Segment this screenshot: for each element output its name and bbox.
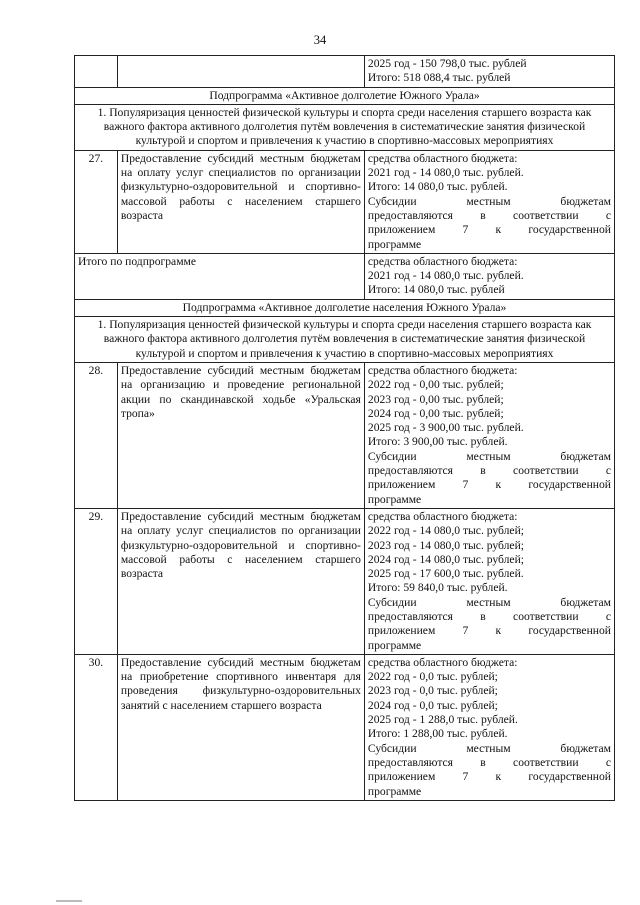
finance-total-line: Итого: 518 088,4 тыс. рублей (367, 71, 511, 85)
program-table (74, 55, 615, 801)
task-row (75, 104, 615, 150)
finance-line: 2024 год - 0,0 тыс. рублей; (367, 698, 498, 712)
row-number: 30. (75, 654, 118, 800)
row-description: Предоставление субсидий местным бюджетам на приобретение спортивного инвентаря для проведения физкультурно-оздоровительных занятий с населением старшего возраста (117, 654, 364, 800)
row-finance (364, 150, 614, 253)
subsidy-note-line: предоставляются в соответствии с (367, 208, 611, 222)
finance-line: 2024 год - 14 080,0 тыс. рублей; (367, 552, 524, 566)
subsidy-note-line: предоставляются в соответствии с (367, 609, 611, 623)
finance-total-line: Итого: 14 080,0 тыс. рублей. (367, 180, 508, 194)
finance-line: 2022 год - 14 080,0 тыс. рублей; (367, 524, 524, 538)
subprogram-title-row (75, 87, 615, 104)
subprogram-title: Подпрограмма «Активное долголетие населения Южного Урала» (75, 299, 615, 316)
row-number: 27. (75, 150, 118, 253)
row-number: 29. (75, 508, 118, 654)
subprogram-total-finance (364, 253, 614, 299)
finance-total-line: Итого: 14 080,0 тыс. рублей (367, 283, 505, 297)
finance-line: 2021 год - 14 080,0 тыс. рублей. (367, 269, 524, 283)
finance-line: средства областного бюджета: (367, 655, 518, 669)
finance-total-line: Итого: 1 288,00 тыс. рублей. (367, 727, 508, 741)
row-number: 28. (75, 362, 118, 508)
finance-line: 2025 год - 3 900,00 тыс. рублей. (367, 421, 524, 435)
subprogram-title-row (75, 299, 615, 316)
finance-line: 2025 год - 1 288,0 тыс. рублей. (367, 713, 518, 727)
row-finance (364, 362, 614, 508)
subsidy-note-line: приложением 7 к государственной (367, 223, 611, 237)
subsidy-note-line: приложением 7 к государственной (367, 478, 611, 492)
continuation-finance-cell (364, 56, 614, 88)
row-description: Предоставление субсидий местным бюджетам на оплату услуг специалистов по организации физкультурно-оздоровительной и спортивно-массовой работы с населением старшего возраста (117, 508, 364, 654)
continuation-number-cell (75, 56, 118, 88)
row-description: Предоставление субсидий местным бюджетам на организацию и проведение региональной акции по скандинавской ходьбе «Уральская тропа» (117, 362, 364, 508)
subsidy-note-line: предоставляются в соответствии с (367, 464, 611, 478)
row-finance (364, 508, 614, 654)
subprogram-total-label: Итого по подпрограмме (75, 253, 365, 299)
finance-line: 2023 год - 0,0 тыс. рублей; (367, 684, 498, 698)
page-number: 34 (313, 33, 327, 47)
row-description: Предоставление субсидий местным бюджетам на оплату услуг специалистов по организации физкультурно-оздоровительной и спортивно-массовой работы с населением старшего возраста (117, 150, 364, 253)
subsidy-note-line: программе (367, 638, 422, 652)
continuation-description-cell (117, 56, 364, 88)
task-text: 1. Популяризация ценностей физической культуры и спорта среди населения старшего возраста как важного фактора активного долголетия путём вовлечения в систематические занятия физической культурой и спортом и привлечения к участию в спортивно-массовых мероприятиях (75, 317, 615, 363)
row-finance (364, 654, 614, 800)
scan-edge-mark (56, 900, 82, 902)
finance-line: 2022 год - 0,00 тыс. рублей; (367, 378, 504, 392)
continuation-row (75, 56, 615, 88)
table-row (75, 508, 615, 654)
finance-line: 2025 год - 17 600,0 тыс. рублей. (367, 567, 524, 581)
subsidy-note-line: предоставляются в соответствии с (367, 755, 611, 769)
subsidy-note-line: Субсидии местным бюджетам (367, 741, 611, 755)
finance-total-line: Итого: 59 840,0 тыс. рублей. (367, 581, 508, 595)
table-row (75, 362, 615, 508)
table-row (75, 654, 615, 800)
subsidy-note-line: приложением 7 к государственной (367, 624, 611, 638)
subsidy-note-line: приложением 7 к государственной (367, 770, 611, 784)
subsidy-note-line: Субсидии местным бюджетам (367, 595, 611, 609)
finance-line: 2022 год - 0,0 тыс. рублей; (367, 670, 498, 684)
finance-line: 2023 год - 14 080,0 тыс. рублей; (367, 538, 524, 552)
subsidy-note-line: Субсидии местным бюджетам (367, 449, 611, 463)
subprogram-title: Подпрограмма «Активное долголетие Южного Урала» (75, 87, 615, 104)
finance-line: средства областного бюджета: (367, 509, 518, 523)
task-row (75, 317, 615, 363)
finance-line: 2024 год - 0,00 тыс. рублей; (367, 406, 504, 420)
subsidy-note-line: программе (367, 237, 422, 251)
task-text: 1. Популяризация ценностей физической культуры и спорта среди населения старшего возраста как важного фактора активного долголетия путём вовлечения в систематические занятия физической культурой и спортом и привлечения к участию в спортивно-массовых мероприятиях (75, 104, 615, 150)
subsidy-note-line: программе (367, 492, 422, 506)
finance-line: 2023 год - 0,00 тыс. рублей; (367, 392, 504, 406)
finance-total-line: Итого: 3 900,00 тыс. рублей. (367, 435, 508, 449)
finance-line: 2025 год - 150 798,0 тыс. рублей (367, 57, 527, 70)
subsidy-note-line: программе (367, 784, 422, 798)
finance-line: средства областного бюджета: (367, 151, 518, 165)
finance-line: средства областного бюджета: (367, 363, 518, 377)
subsidy-note-line: Субсидии местным бюджетам (367, 194, 611, 208)
subprogram-total-row (75, 253, 615, 299)
table-row (75, 150, 615, 253)
finance-line: 2021 год - 14 080,0 тыс. рублей. (367, 166, 524, 180)
finance-line: средства областного бюджета: (367, 254, 518, 268)
